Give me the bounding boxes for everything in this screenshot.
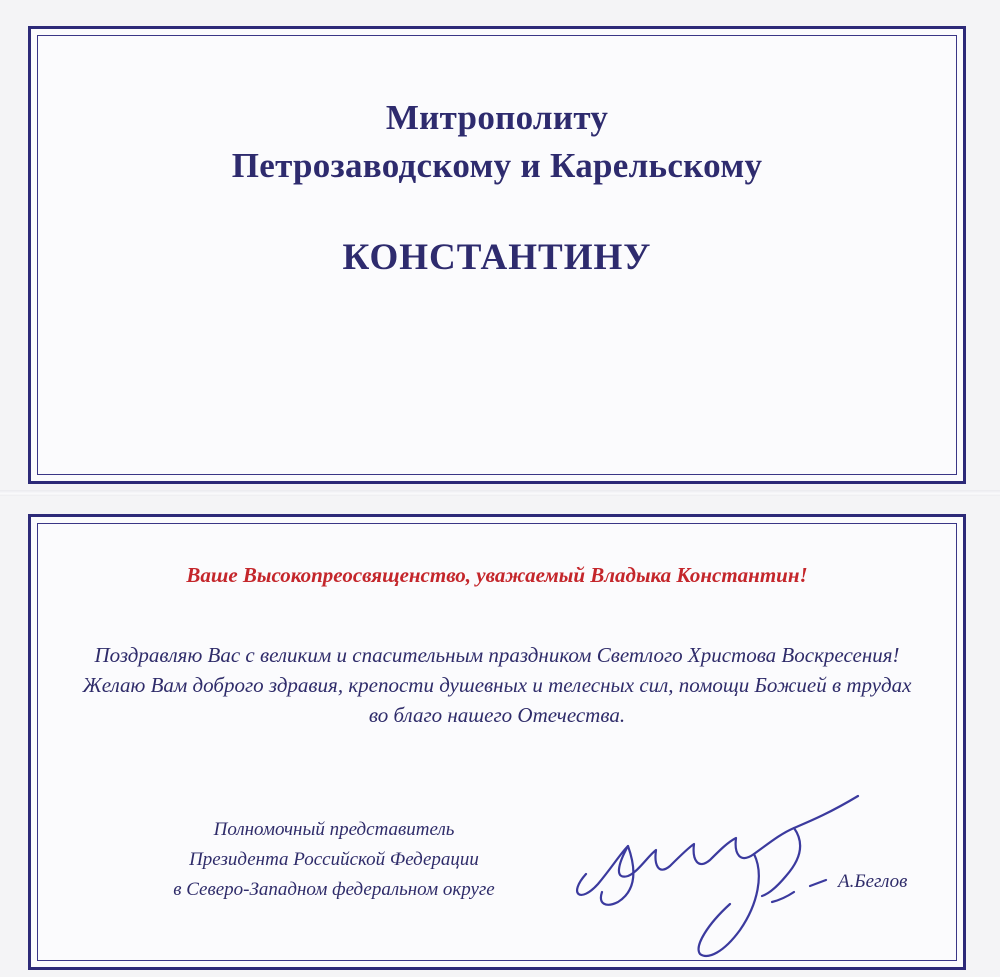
signatory-title-line: Президента Российской Федерации <box>189 849 479 870</box>
letter-body-line: Поздравляю Вас с великим и спасительным праздником Светлого Христова Воскресения! <box>94 643 900 667</box>
addressee-diocese: Петрозаводскому и Карельскому <box>231 146 763 185</box>
salutation: Ваше Высокопреосвященство, уважаемый Владыка Константин! <box>186 563 808 587</box>
letter-body-line: Желаю Вам доброго здравия, крепости душевных и телесных сил, помощи Божией в трудах <box>82 673 912 697</box>
addressee-title: Митрополиту <box>385 98 609 137</box>
signatory-name: А.Беглов <box>838 871 908 892</box>
letter-card <box>28 514 966 970</box>
letter-body-line: во благо нашего Отечества. <box>368 703 626 727</box>
addressee-name: КОНСТАНТИНУ <box>342 237 652 278</box>
paper-fold-line <box>0 490 1000 496</box>
signatory-title-line: Полномочный представитель <box>213 819 455 840</box>
signatory-title-line: в Северо-Западном федеральном округе <box>173 879 495 900</box>
addressee-card <box>28 26 966 484</box>
